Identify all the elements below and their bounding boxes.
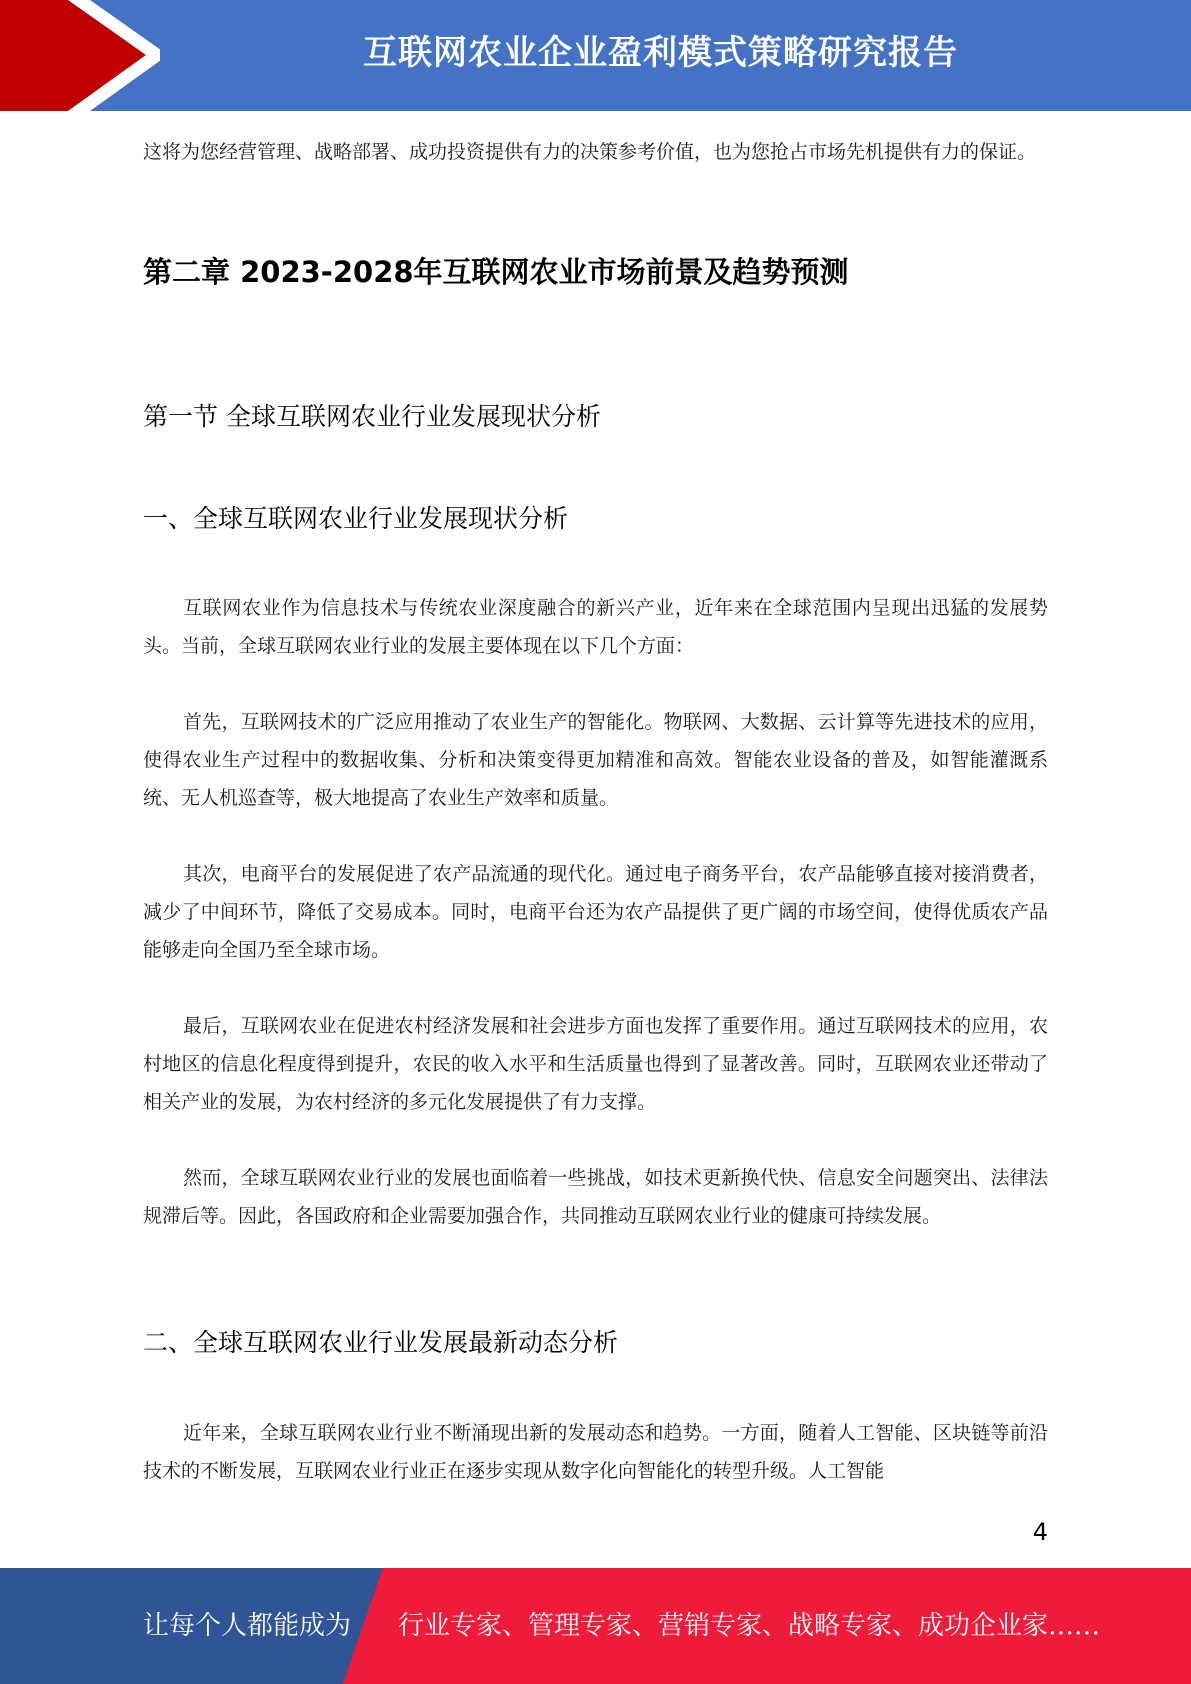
subsection1-paragraph-1-block <box>143 589 1048 665</box>
subsection2-paragraph-1-block <box>143 1414 1048 1490</box>
body-paragraph: 互联网农业作为信息技术与传统农业深度融合的新兴产业，近年来在全球范围内呈现出迅猛的发展势头。当前，全球互联网农业行业的发展主要体现在以下几个方面： <box>143 597 1048 657</box>
body-paragraph: 最后，互联网农业在促进农村经济发展和社会进步方面也发挥了重要作用。通过互联网技术的应用，农村地区的信息化程度得到提升，农民的收入水平和生活质量也得到了显著改善。同时，互联网农业还带动了相关产业的发展，为农村经济的多元化发展提供了有力支撑。 <box>143 1015 1048 1113</box>
footer-slogan-right: 行业专家、管理专家、营销专家、战略专家、成功企业家…… <box>398 1611 1101 1641</box>
intro-paragraph: 这将为您经营管理、战略部署、成功投资提供有力的决策参考价值，也为您抢占市场先机提供有力的保证。 <box>143 141 1037 163</box>
intro-block <box>143 133 1048 171</box>
footer-slogan-left: 让每个人都能成为 <box>143 1611 352 1641</box>
subsection1-paragraph-4-block <box>143 1007 1048 1121</box>
subsection1-paragraph-2-block <box>143 703 1048 817</box>
subsection1-paragraph-5-block <box>143 1159 1048 1235</box>
chapter-heading: 第二章 2023-2028年互联网农业市场前景及趋势预测 <box>143 255 849 289</box>
subsection-heading-2: 二、全球互联网农业行业发展最新动态分析 <box>143 1328 619 1357</box>
body-paragraph: 首先，互联网技术的广泛应用推动了农业生产的智能化。物联网、大数据、云计算等先进技术的应用，使得农业生产过程中的数据收集、分析和决策变得更加精准和高效。智能农业设备的普及，如智能灌溉系统、无人机巡查等，极大地提高了农业生产效率和质量。 <box>143 711 1048 809</box>
report-title: 互联网农业企业盈利模式策略研究报告 <box>363 33 958 73</box>
page-footer <box>0 1568 1191 1684</box>
page-header <box>0 0 1191 111</box>
subsection-heading-1: 一、全球互联网农业行业发展现状分析 <box>143 504 569 533</box>
section-heading: 第一节 全球互联网农业行业发展现状分析 <box>143 402 601 431</box>
body-paragraph: 其次，电商平台的发展促进了农产品流通的现代化。通过电子商务平台，农产品能够直接对接消费者，减少了中间环节，降低了交易成本。同时，电商平台还为农产品提供了更广阔的市场空间，使得优质农产品能够走向全国乃至全球市场。 <box>143 863 1048 961</box>
body-paragraph: 然而，全球互联网农业行业的发展也面临着一些挑战，如技术更新换代快、信息安全问题突出、法律法规滞后等。因此，各国政府和企业需要加强合作，共同推动互联网农业行业的健康可持续发展。 <box>143 1167 1048 1227</box>
subsection1-paragraph-3-block <box>143 855 1048 969</box>
body-paragraph: 近年来，全球互联网农业行业不断涌现出新的发展动态和趋势。一方面，随着人工智能、区块链等前沿技术的不断发展，互联网农业行业正在逐步实现从数字化向智能化的转型升级。人工智能 <box>143 1422 1048 1482</box>
page-number: 4 <box>1032 1518 1048 1546</box>
